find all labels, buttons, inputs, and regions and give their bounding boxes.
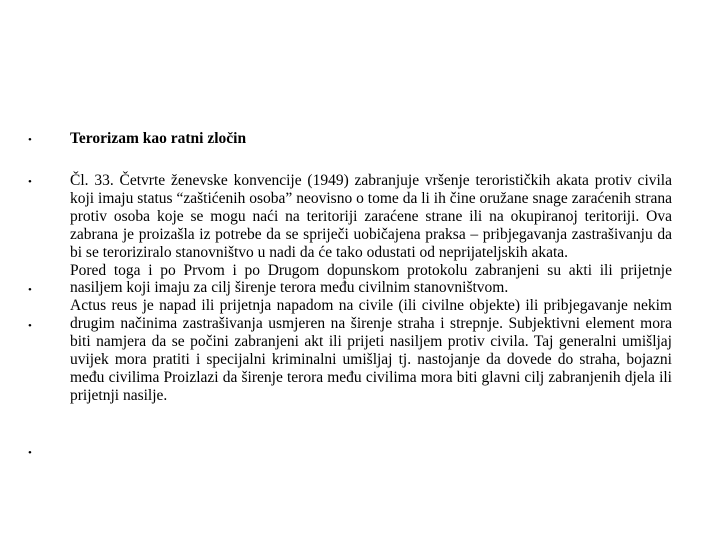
paragraph-geneva-convention: Čl. 33. Četvrte ženevske konvencije (1949) zabranjuje vršenje terorističkih akata protiv civila koji imaju status “zaštićenih osoba” neovisno o tome da li ih čine oružane snage zaraćenih strana protiv osoba koje se mogu naći na teritoriji zaraćene strane ili na okupiranoj teritoriji. Ova zabrana je proizašla iz potrebe da se spriječi uobičajena praksa – pribjegavanja zastrašivanju da bi se teroriziralo stanovništvo u nadi da će tako odustati od neprijateljskih akata. [70,172,672,261]
slide-body [70,172,672,405]
slide-heading: Terorizam kao ratni zločin [70,130,247,147]
bullet-marker: • [28,134,32,146]
bullet-marker: • [28,284,32,296]
bullet-marker: • [28,320,32,332]
paragraph-additional-protocols: Pored toga i po Prvom i po Drugom dopunskom protokolu zabranjeni su akti ili prijetnje nasiljem koji imaju za cilj širenje terora među civilnim stanovništvom. [70,261,672,297]
bullet-marker: • [28,176,32,188]
paragraph-actus-reus: Actus reus je napad ili prijetnja napadom na civile (ili civilne objekte) ili pribjegavanje nekim drugim načinima zastrašivanja usmjeren na širenje straha i strepnje. Subjektivni element mora biti namjera da se počini zabranjeni akt ili prijeti nasiljem protiv civila. Taj generalni umišljaj uvijek mora pratiti i specijalni kriminalni umišljaj tj. nastojanje da dovede do straha, bojazni među civilima Proizlazi da širenje terora među civilima mora biti glavni cilj zabranjenih djela ili prijetnji nasilje. [70,297,672,404]
bullet-marker: • [28,447,32,459]
